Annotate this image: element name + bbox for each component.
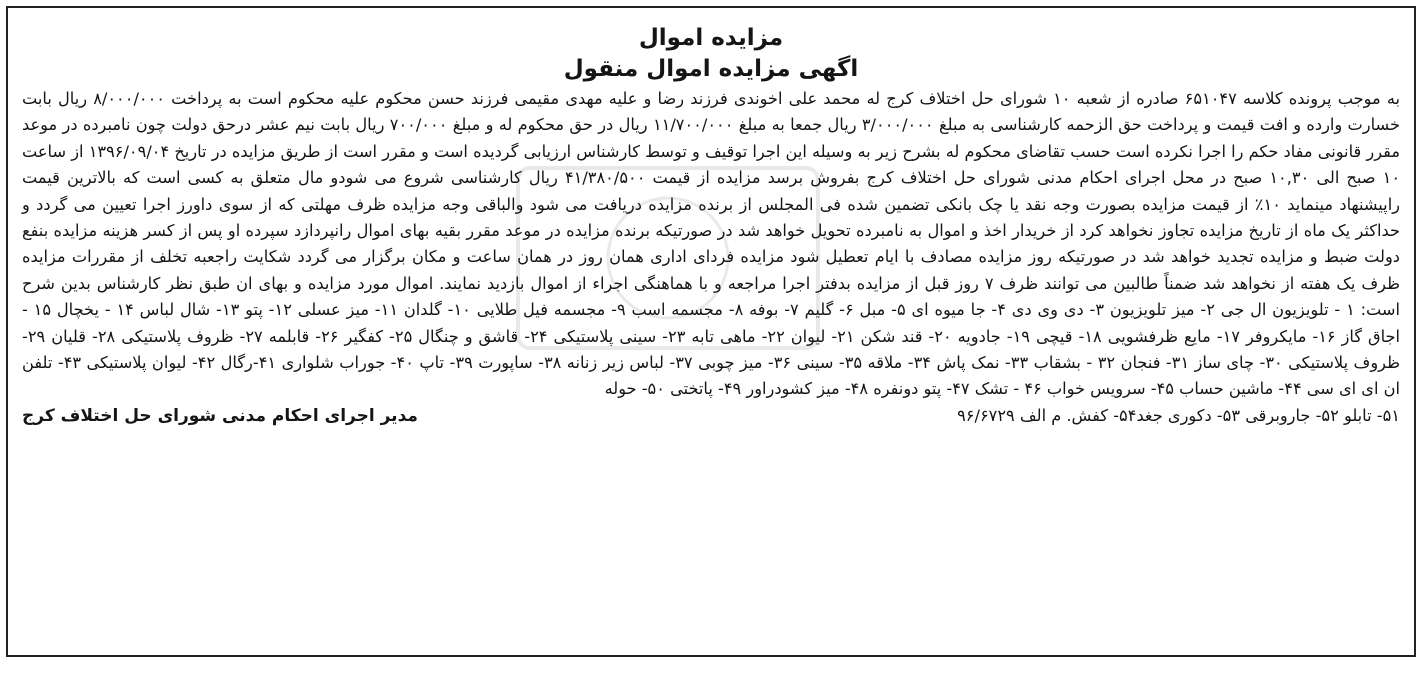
notice-last-line: ۵۱- تابلو ۵۲- جاروبرقی ۵۳- دکوری جغد۵۴- کفش. م الف ۹۶/۶۷۲۹ [957, 405, 1400, 425]
notice-subtitle: اگهی مزایده اموال منقول [563, 56, 859, 82]
notice-title: مزایده اموال [638, 25, 784, 51]
notice-body: به موجب پرونده کلاسه ۶۵۱۰۴۷ صادره از شعبه ۱۰ شورای حل اختلاف کرج له محمد علی اخوندی فرزند رضا و علیه مهدی مقیمی فرزند حسن محکوم علیه محکوم است به پرداخت ۸/۰۰۰/۰۰۰ ریال بابت خسارت وارده و افت قیمت و پرداخت حق الزحمه کارشناسی به مبلغ ۳/۰۰۰/۰۰۰ ریال جمعا به مبلغ ۱۱/۷۰۰/۰۰۰ ریال در حق محکوم له و مبلغ ۷۰۰/۰۰۰ ریال بابت نیم عشر درحق دولت چون نامبرده در موعد مقرر قانونی مفاد حکم را اجرا نکرده است حسب تقاضای محکوم له بشرح زیر به وسیله این اجرا توقیف و توسط کارشناس ارزیابی گردیده است و مقرر است از طریق مزایده در تاریخ ۱۳۹۶/۰۹/۰۴ از ساعت ۱۰ صبح الی ۱۰,۳۰ صبح در محل اجرای احکام مدنی شورای حل اختلاف کرج بفروش برسد مزایده از قیمت ۴۱/۳۸۰/۵۰۰ ریال کارشناسی شروع می شودو مال متعلق به کسی است که بالاترین قیمت راپیشنهاد مینماید ۱۰٪ از قیمت مزایده بصورت وجه نقد یا چک بانکی تضمین شده فی المجلس از برنده مزایده دریافت می شود والباقی وجه مزایده ظرف مهلتی که از سوی داورز اجرا تعیین می گردد و حداکثر یک ماه از تاریخ مزایده تجاوز نخواهد کرد از خریدار اخذ و اموال به نامبرده تحویل خواهد شد در صورتیکه برنده مزایده در موعد مقرر بقیه بهای اموال رانپردازد سپرده او پس از کسر هزینه مزایده بنفع دولت ضبط و مزایده تجدید خواهد شد در صورتیکه روز مزایده مصادف با ایام تعطیل شود مزایده فردای اداری همان روز در همان ساعت و مکان برگزار می گردد شکایت راجعبه تخلف از مقررات مزایده ظرف یک هفته از نخواهد شد ضمناً طالبین می توانند ظرف ۷ روز قبل از مزایده بدفتر اجرا مراجعه و با هماهنگی اجراء از اموال بازدید نمایند. اموال مورد مزایده و بهای ان طبق نظر کارشناس بدین شرح است: ۱ - تلویزیون ال جی ۲- میز تلویزیون ۳- دی وی دی ۴- جا میوه ای ۵- مبل ۶- گلیم ۷- بوفه ۸- مجسمه اسب ۹- مجسمه فیل طلایی ۱۰- گلدان ۱۱- میز عسلی ۱۲- پتو ۱۳- شال لباس ۱۴ - یخچال ۱۵ - اجاق گاز ۱۶- مایکروفر ۱۷- مایع ظرفشویی ۱۸- قیچی ۱۹- جادویه ۲۰- قند شکن ۲۱- لیوان ۲۲- ماهی تابه ۲۳- سینی پلاستیکی ۲۴- قاشق و چنگال ۲۵- کفگیر ۲۶- قابلمه ۲۷- ظروف پلاستیکی ۲۸- قلیان ۲۹- ظروف پلاستیکی ۳۰- چای ساز ۳۱- فنجان ۳۲ - بشقاب ۳۳- نمک پاش ۳۴- ملاقه ۳۵- سینی ۳۶- میز چوبی ۳۷- لباس زیر زنانه ۳۸- ساپورت ۳۹- تاپ ۴۰- جوراب شلواری ۴۱-رگال ۴۲- لیوان پلاستیکی ۴۳- تلفن ان ای ای سی ۴۴- ماشین حساب ۴۵- سرویس خواب ۴۶ - تشک ۴۷- پتو دونفره ۴۸- میز کشودراور ۴۹- پاتختی ۵۰- حوله [22, 89, 1401, 399]
notice-signature: مدیر اجرای احکام مدنی شورای حل اختلاف کرج [22, 405, 418, 426]
notice-footer [22, 403, 1400, 429]
auction-notice [6, 6, 1416, 657]
